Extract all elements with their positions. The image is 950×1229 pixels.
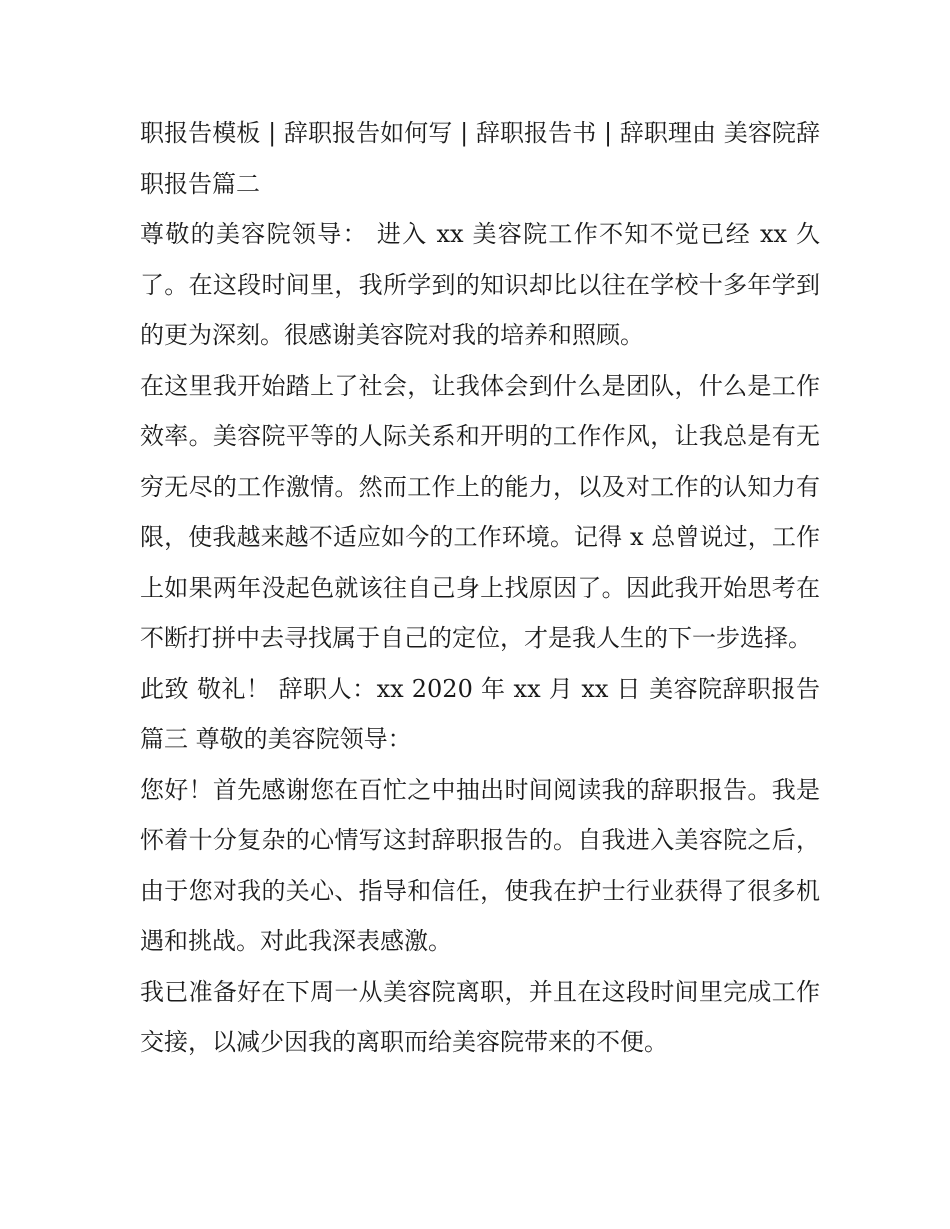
paragraph-gratitude: 您好！首先感谢您在百忙之中抽出时间阅读我的辞职报告。我是怀着十分复杂的心情写这封辞职报告的。自我进入美容院之后，由于您对我的关心、指导和信任，使我在护士行业获得了很多机遇和挑战。对此我深表感激。 [140, 775, 820, 955]
paragraph-closing-signature: 此致 敬礼！ 辞职人：xx 2020 年 xx 月 xx 日 美容院辞职报告篇三 尊敬的美容院领导： [140, 674, 820, 753]
document-body [140, 108, 820, 1068]
paragraph-reflection: 在这里我开始踏上了社会，让我体会到什么是团队，什么是工作效率。美容院平等的人际关系和开明的工作作风，让我总是有无穷无尽的工作激情。然而工作上的能力，以及对工作的认知力有限，使我越来越不适应如今的工作环境。记得 x 总曾说过，工作上如果两年没起色就该往自己身上找原因了。因此我开始思考在不断打拼中去寻找属于自己的定位，才是我人生的下一步选择。 [140, 371, 820, 652]
paragraph-handover: 我已准备好在下周一从美容院离职，并且在这段时间里完成工作交接，以减少因我的离职而给美容院带来的不便。 [140, 977, 820, 1056]
paragraph-salutation-intro: 尊敬的美容院领导： 进入 xx 美容院工作不知不觉已经 xx 久了。在这段时间里，我所学到的知识却比以往在学校十多年学到的更为深刻。很感谢美容院对我的培养和照顾。 [140, 220, 820, 349]
paragraph-heading-continuation: 职报告模板 | 辞职报告如何写 | 辞职报告书 | 辞职理由 美容院辞职报告篇二 [140, 119, 820, 198]
